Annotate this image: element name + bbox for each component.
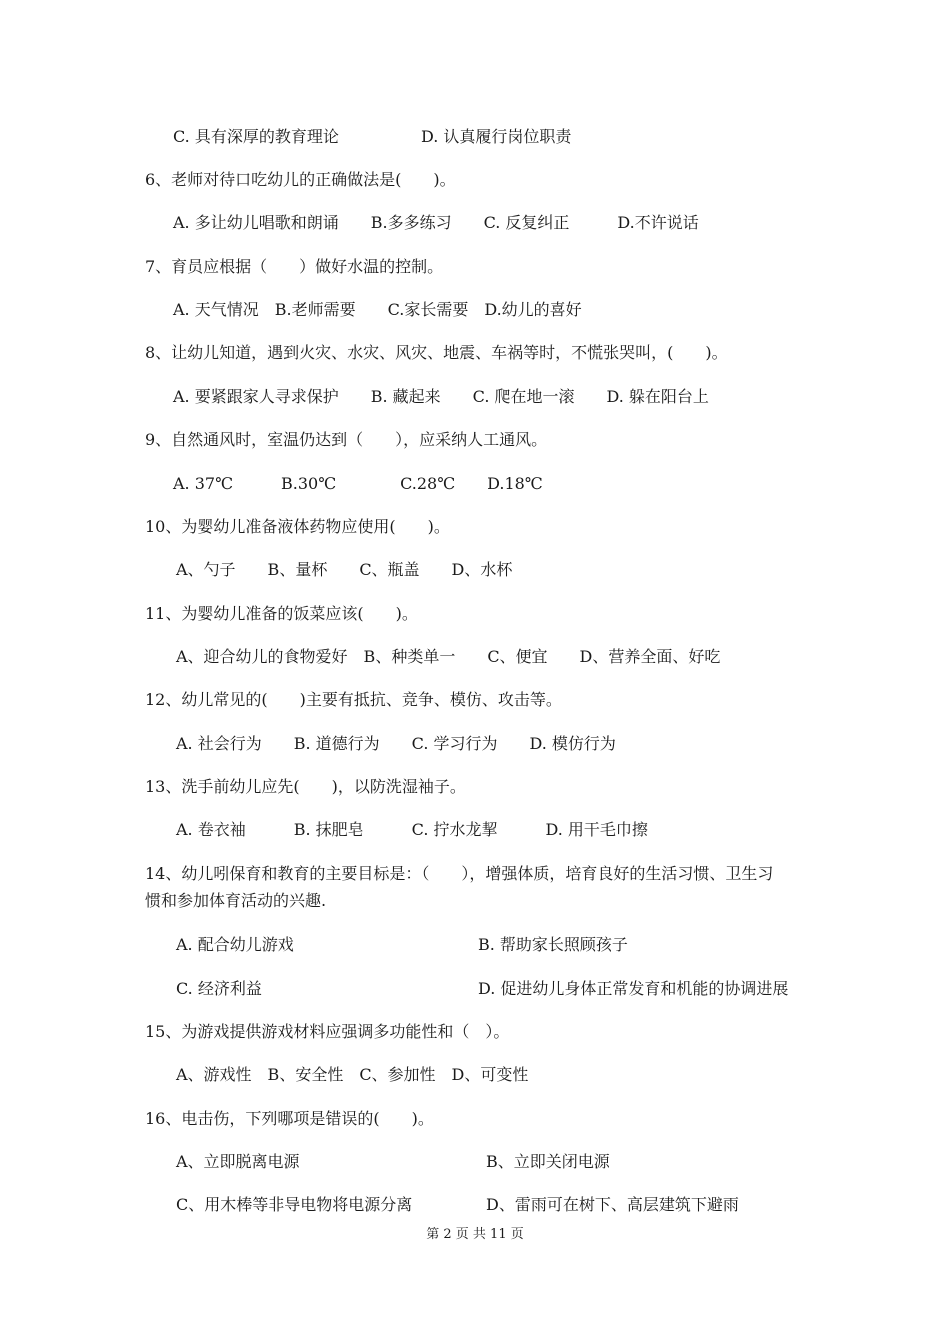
q13-stem: 13、洗手前幼儿应先( )，以防洗湿袖子。 — [145, 777, 466, 796]
q16-option-b: B、立即关闭电源 — [486, 1152, 610, 1171]
q10-stem: 10、为婴幼儿准备液体药物应使用( )。 — [145, 517, 450, 536]
q16-stem: 16、电击伤，下列哪项是错误的( )。 — [145, 1109, 434, 1128]
q8-options: A. 要紧跟家人寻求保护 B. 藏起来 C. 爬在地一滚 D. 躲在阳台上 — [173, 387, 709, 406]
q9-options: A. 37℃ B.30℃ C.28℃ D.18℃ — [173, 474, 543, 493]
q9-stem: 9、自然通风时，室温仍达到（ ），应采纳人工通风。 — [145, 430, 548, 449]
q14-option-d: D. 促进幼儿身体正常发育和机能的协调进展 — [478, 979, 789, 998]
q14-stem-line1: 14、幼儿吲保育和教育的主要目标是：（ ），增强体质，培育良好的生活习惯、卫生习 — [145, 864, 774, 883]
q8-stem: 8、让幼儿知道，遇到火灾、水灾、风灾、地震、车祸等时，不慌张哭叫，( )。 — [145, 343, 728, 362]
q14-option-c: C. 经济利益 — [176, 979, 262, 998]
q11-stem: 11、为婴幼儿准备的饭菜应该( )。 — [145, 604, 418, 623]
q15-options: A、游戏性 B、安全性 C、参加性 D、可变性 — [176, 1065, 529, 1084]
q13-options: A. 卷衣袖 B. 抹肥皂 C. 拧水龙挈 D. 用干毛巾擦 — [176, 820, 648, 839]
q11-options: A、迎合幼儿的食物爱好 B、种类单一 C、便宜 D、营养全面、好吃 — [176, 647, 721, 666]
q12-options: A. 社会行为 B. 道德行为 C. 学习行为 D. 模仿行为 — [176, 734, 616, 753]
q10-options: A、勺子 B、量杯 C、瓶盖 D、水杯 — [176, 560, 513, 579]
q14-stem-line2: 惯和参加体育活动的兴趣. — [145, 891, 327, 910]
q16-option-a: A、立即脱离电源 — [176, 1152, 300, 1171]
q16-option-d: D、雷雨可在树下、高层建筑下避雨 — [486, 1195, 739, 1214]
q6-options: A. 多让幼儿唱歌和朗诵 B.多多练习 C. 反复纠正 D.不许说话 — [173, 213, 699, 232]
page-number-footer: 第 2 页 共 11 页 — [426, 1227, 524, 1242]
q12-stem: 12、幼儿常见的( )主要有抵抗、竞争、模仿、攻击等。 — [145, 690, 562, 709]
q14-option-b: B. 帮助家长照顾孩子 — [478, 935, 628, 954]
q7-stem: 7、育员应根据（ ）做好水温的控制。 — [145, 257, 444, 276]
q6-stem: 6、老师对待口吃幼儿的正确做法是( )。 — [145, 170, 456, 189]
q7-options: A. 天气情况 B.老师需要 C.家长需要 D.幼儿的喜好 — [173, 300, 582, 319]
q16-option-c: C、用木棒等非导电物将电源分离 — [176, 1195, 413, 1214]
q5-option-c: C. 具有深厚的教育理论 — [173, 127, 339, 146]
q15-stem: 15、为游戏提供游戏材料应强调多功能性和（ ）。 — [145, 1022, 510, 1041]
q14-option-a: A. 配合幼儿游戏 — [176, 935, 294, 954]
q5-option-d: D. 认真履行岗位职责 — [421, 127, 572, 146]
